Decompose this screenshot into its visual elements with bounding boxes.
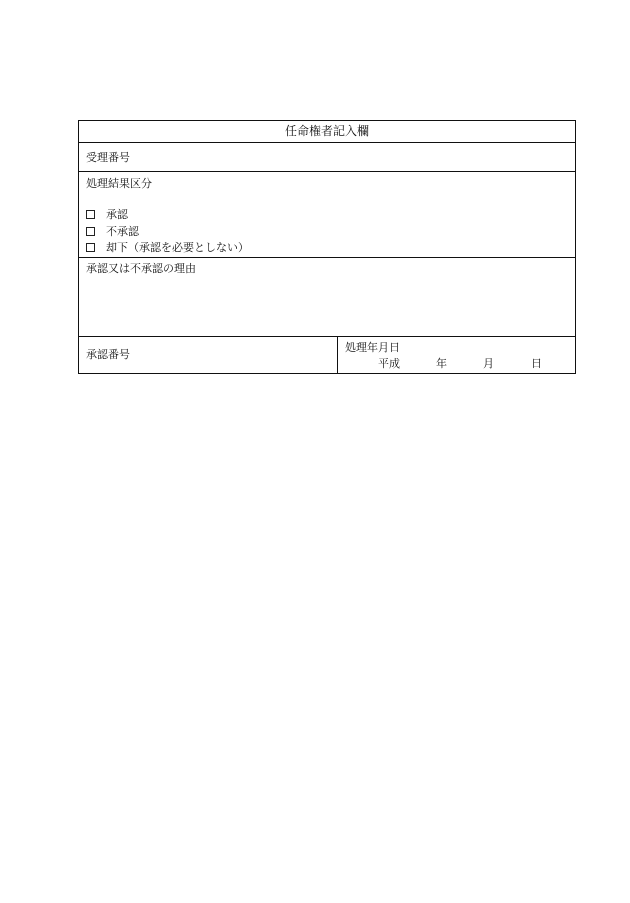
checkbox-approve[interactable] bbox=[86, 210, 95, 219]
approval-number-cell[interactable] bbox=[79, 337, 338, 373]
day-label: 日 bbox=[531, 357, 542, 370]
processing-result-label: 処理結果区分 bbox=[86, 177, 152, 190]
form-title: 任命権者記入欄 bbox=[284, 124, 369, 138]
option-disapprove-label: 不承認 bbox=[106, 225, 139, 238]
month-label: 月 bbox=[483, 357, 494, 370]
option-approve[interactable] bbox=[86, 208, 128, 222]
receipt-number-row[interactable] bbox=[79, 143, 575, 172]
option-reject[interactable] bbox=[86, 241, 249, 255]
processing-result-row bbox=[79, 172, 575, 258]
receipt-number-label: 受理番号 bbox=[86, 151, 130, 164]
era-label: 平成 bbox=[378, 357, 400, 370]
approval-number-label: 承認番号 bbox=[86, 348, 130, 361]
approval-date-row bbox=[79, 337, 575, 373]
checkbox-disapprove[interactable] bbox=[86, 227, 95, 236]
option-disapprove[interactable] bbox=[86, 225, 139, 239]
checkbox-reject[interactable] bbox=[86, 243, 95, 252]
appointer-entry-form bbox=[78, 120, 576, 374]
year-label: 年 bbox=[436, 357, 447, 370]
option-approve-label: 承認 bbox=[106, 208, 128, 221]
form-title-row bbox=[79, 121, 575, 143]
process-date-label: 処理年月日 bbox=[345, 341, 400, 354]
option-reject-label: 却下（承認を必要としない） bbox=[106, 241, 249, 254]
reason-row[interactable] bbox=[79, 258, 575, 337]
process-date-cell[interactable] bbox=[338, 337, 575, 373]
reason-label: 承認又は不承認の理由 bbox=[86, 262, 196, 275]
